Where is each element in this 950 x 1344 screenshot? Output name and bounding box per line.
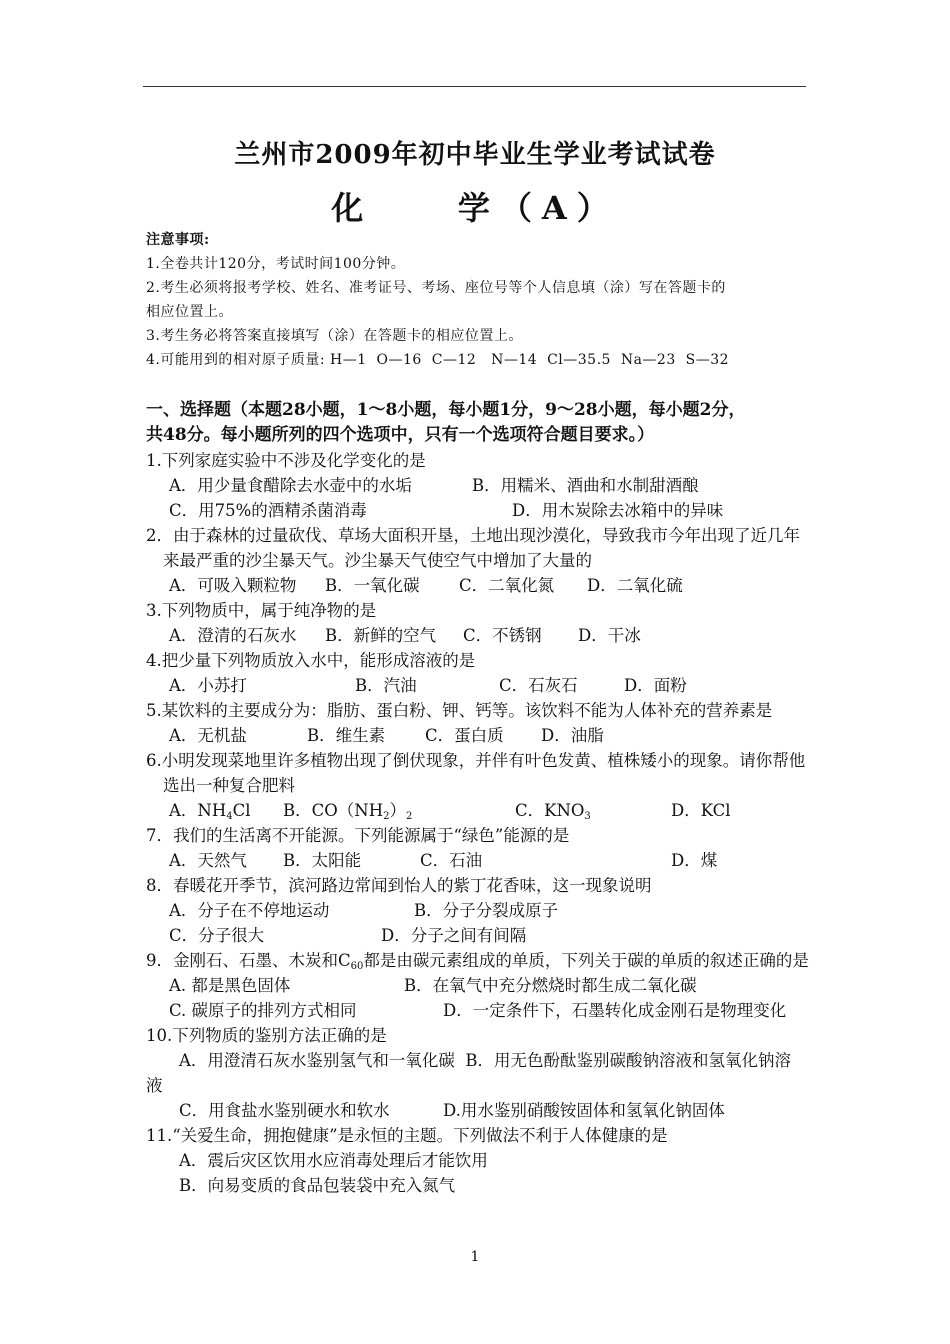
option-d: D．分子之间有间隔 — [381, 926, 527, 945]
question-stem: 2．由于森林的过量砍伐、草场大面积开垦，土地出现沙漠化，导致我市今年出现了近几年 — [146, 526, 800, 545]
question-5 — [146, 698, 818, 748]
question-stem: 4.把少量下列物质放入水中，能形成溶液的是 — [146, 651, 476, 670]
option-b: B．一氧化碳 — [325, 576, 420, 595]
notes-heading: 注意事项: — [146, 232, 210, 248]
option-b: B．新鲜的空气 — [325, 626, 437, 645]
options-row — [146, 798, 818, 823]
options-row — [146, 898, 818, 923]
options-ab-wrap: 液 — [146, 1076, 163, 1095]
option-a: A．天然气 — [169, 851, 247, 870]
option-b: B．分子分裂成原子 — [414, 901, 559, 920]
options-row — [146, 998, 818, 1023]
option-b: B．维生素 — [307, 726, 386, 745]
question-stem: 9．金刚石、石墨、木炭和$C_{60}$都是由碳元素组成的单质，下列关于碳的单质的叙述正确的是 — [146, 951, 809, 972]
options-row — [146, 573, 818, 598]
option-a: A. 都是黑色固体 — [169, 976, 291, 995]
option-a: A．分子在不停地运动 — [169, 901, 330, 920]
option-c: C．石油 — [420, 851, 483, 870]
option-a: A．$NH_4Cl$ — [169, 801, 251, 822]
note-item: 1.全卷共计120分，考试时间100分钟。 — [146, 256, 406, 272]
option-d: D．面粉 — [624, 676, 687, 695]
options-row — [146, 623, 818, 648]
question-3 — [146, 598, 818, 648]
note-item: 4.可能用到的相对原子质量: H—1 O—16 C—12 N—14 Cl—35.5 Na—23 S—32 — [146, 352, 730, 368]
option-c: C．二氧化氮 — [459, 576, 555, 595]
option-d: D．干冰 — [578, 626, 641, 645]
note-item: 相应位置上。 — [146, 304, 233, 320]
options-row — [146, 673, 818, 698]
option-b: B．太阳能 — [283, 851, 362, 870]
options-row — [146, 473, 818, 498]
section-title-line: 共48分。每小题所列的四个选项中，只有一个选项符合题目要求。） — [146, 425, 655, 445]
question-10 — [146, 1023, 818, 1123]
option-a: A．澄清的石灰水 — [169, 626, 297, 645]
option-c: C．石灰石 — [499, 676, 578, 695]
question-1 — [146, 448, 818, 523]
options-row — [146, 973, 818, 998]
note-item: 2.考生必须将报考学校、姓名、准考证号、考场、座位号等个人信息填（涂）写在答题卡的 — [146, 280, 726, 296]
options-row — [146, 723, 818, 748]
option-d: D．一定条件下，石墨转化成金刚石是物理变化 — [443, 1001, 787, 1020]
options-row — [146, 848, 818, 873]
options-row — [146, 923, 818, 948]
option-a: A．震后灾区饮用水应消毒处理后才能饮用 — [179, 1151, 488, 1170]
option-c: C．不锈钢 — [463, 626, 542, 645]
question-2 — [146, 523, 818, 598]
question-stem: 8．春暖花开季节，滨河路边常闻到怡人的紫丁花香味，这一现象说明 — [146, 876, 652, 895]
options-row — [146, 498, 818, 523]
option-a: A．用少量食醋除去水壶中的水垢 — [169, 476, 412, 495]
header-rule — [143, 86, 806, 87]
option-b: B．在氧气中充分燃烧时都生成二氧化碳 — [404, 976, 697, 995]
question-stem-cont: 来最严重的沙尘暴天气。沙尘暴天气使空气中增加了大量的 — [163, 551, 592, 570]
options-row — [146, 1098, 818, 1123]
question-stem: 6.小明发现菜地里许多植物出现了倒伏现象，并伴有叶色发黄、植株矮小的现象。请你帮他 — [146, 751, 806, 770]
option-c: C．分子很大 — [169, 926, 265, 945]
question-stem: 5.某饮料的主要成分为：脂肪、蛋白粉、钾、钙等。该饮料不能为人体补充的营养素是 — [146, 701, 773, 720]
note-item: 3.考生务必将答案直接填写（涂）在答题卡的相应位置上。 — [146, 328, 523, 344]
option-b: B．用糯米、酒曲和水制甜酒酿 — [472, 476, 699, 495]
exam-subject: 化 学（A） — [331, 189, 619, 227]
option-b: B．向易变质的食品包装袋中充入氮气 — [179, 1176, 456, 1195]
question-6 — [146, 748, 818, 823]
question-stem-cont: 选出一种复合肥料 — [163, 776, 295, 795]
notes-block — [146, 228, 816, 372]
multiple-choice-section — [146, 398, 818, 1198]
option-d: D．煤 — [671, 851, 718, 870]
section-title-line: 一、选择题（本题28小题，1～8小题，每小题1分，9～28小题，每小题2分， — [146, 400, 746, 420]
question-9 — [146, 948, 818, 1023]
exam-title: 兰州市2009年初中毕业生学业考试试卷 — [234, 140, 716, 170]
question-stem: 10.下列物质的鉴别方法正确的是 — [146, 1026, 387, 1045]
option-a: A．小苏打 — [169, 676, 247, 695]
question-stem: 1.下列家庭实验中不涉及化学变化的是 — [146, 451, 426, 470]
question-stem: 3.下列物质中，属于纯净物的是 — [146, 601, 377, 620]
option-d: D．油脂 — [541, 726, 604, 745]
option-d: D.用水鉴别硝酸铵固体和氢氧化钠固体 — [443, 1101, 725, 1120]
question-stem: 11.“关爱生命，拥抱健康”是永恒的主题。下列做法不利于人体健康的是 — [146, 1126, 668, 1145]
options-ab-line: A．用澄清石灰水鉴别氢气和一氧化碳 B．用无色酚酞鉴别碳酸钠溶液和氢氧化钠溶 — [179, 1051, 792, 1070]
option-a: A．无机盐 — [169, 726, 247, 745]
option-c: C．$KNO_3$ — [515, 801, 591, 822]
question-4 — [146, 648, 818, 698]
option-b: B．$CO(NH_2)_2$ — [283, 801, 413, 822]
option-d: D．二氧化硫 — [587, 576, 683, 595]
question-7 — [146, 823, 818, 873]
option-d: D．用木炭除去冰箱中的异味 — [512, 501, 724, 520]
question-stem: 7．我们的生活离不开能源。下列能源属于“绿色”能源的是 — [146, 826, 570, 845]
option-a: A．可吸入颗粒物 — [169, 576, 297, 595]
option-c: C. 碳原子的排列方式相同 — [169, 1001, 357, 1020]
question-8 — [146, 873, 818, 948]
option-c: C．蛋白质 — [425, 726, 504, 745]
option-c: C．用食盐水鉴别硬水和软水 — [179, 1101, 390, 1120]
option-b: B．汽油 — [355, 676, 417, 695]
option-c: C．用75%的酒精杀菌消毒 — [169, 501, 367, 520]
page-number: 1 — [470, 1249, 480, 1265]
option-d: D．KCl — [671, 801, 731, 820]
question-11 — [146, 1123, 818, 1198]
